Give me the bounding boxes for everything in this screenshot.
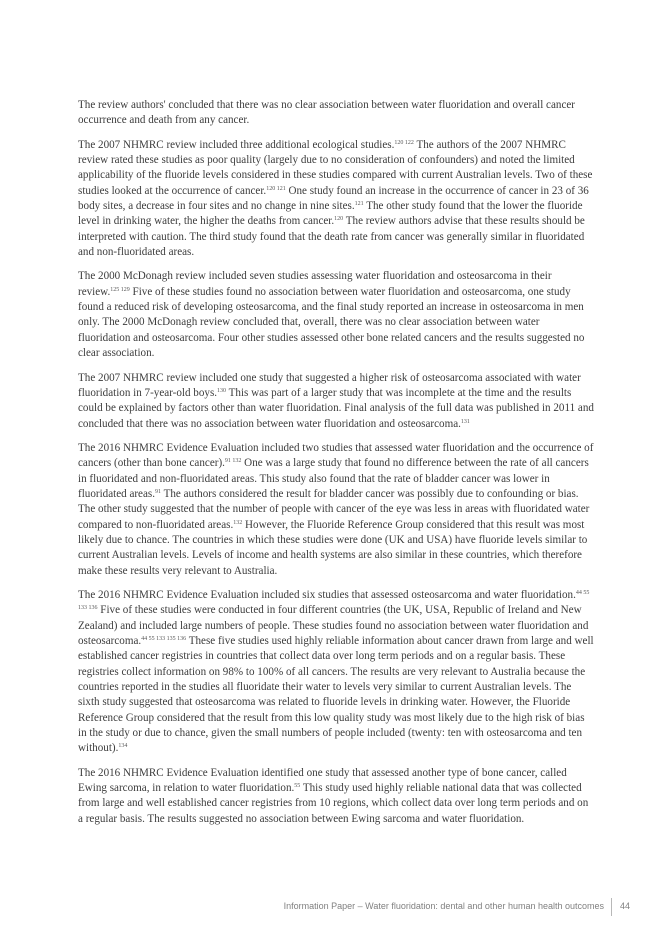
paragraph-text: The 2007 NHMRC review included one study that suggested a higher risk of osteosarcoma associated with water fluoridation in 7-year-old boys. bbox=[78, 371, 581, 399]
citation-reference: 120 122 bbox=[394, 139, 414, 146]
citation-reference: 91 132 bbox=[224, 458, 242, 465]
paragraph-text: However, the Fluoride Reference Group considered that this result was most likely due to chance. The countries in which these studies were done (UK and USA) have fluoride levels similar to current Australian levels. Levels of income and health systems are also similar in these countries, which therefore make these results very relevant to Australia. bbox=[78, 518, 588, 577]
paragraph bbox=[78, 588, 594, 757]
paragraph-text: One study found an increase in the occurrence of cancer in 23 of 36 body sites, a decrease in four sites and no change in nine sites. bbox=[78, 184, 589, 213]
paragraph-text: The authors considered the result for bladder cancer was possibly due to confounding or bias. The other study suggested that the number of people with cancer of the eye was less in areas with fluoridated water compared to non-fluoridated areas. bbox=[78, 487, 590, 531]
paragraph bbox=[78, 766, 594, 827]
page-footer bbox=[0, 898, 662, 918]
citation-reference: 120 bbox=[334, 216, 344, 223]
citation-reference: 134 bbox=[118, 743, 128, 750]
paragraph-text: The review authors' concluded that there was no clear association between water fluoridation and overall cancer occurrence and death from any cancer. bbox=[78, 99, 575, 127]
paragraph-text: The review authors advise that these results should be interpreted with caution. The third study found that the death rate from cancer was generally similar in fluoridated and non-fluoridated areas. bbox=[78, 215, 585, 259]
citation-reference: 121 bbox=[354, 201, 364, 208]
citation-reference: 131 bbox=[460, 418, 470, 425]
citation-reference: 44 55 133 135 136 bbox=[141, 636, 187, 642]
paragraph-text: Five of these studies were conducted in four different countries (the UK, USA, Republic of Ireland and New Zealand) and included large numbers of people. These studies found no association between water fluoridation and osteosarcoma. bbox=[78, 604, 589, 647]
paragraph-text: This study used highly reliable national data that was collected from large and well established cancer registries from 10 regions, which collect data over long term periods and on a regular basis. The results suggested no association between Ewing sarcoma and water fluoridation. bbox=[78, 782, 589, 825]
footer-divider bbox=[611, 898, 612, 916]
paragraph bbox=[78, 441, 594, 579]
paragraph bbox=[78, 371, 594, 432]
paragraph-text: Five of these studies found no association between water fluoridation and osteosarcoma, one study found a reduced risk of developing osteosarcoma, and the final study reported an increase in osteosarcoma in men only. The 2000 McDonagh review concluded that, overall, there was no clear association between water fluoridation and osteosarcoma. Four other studies assessed other bone related cancers and the results suggested no clear association. bbox=[78, 285, 585, 360]
paragraph bbox=[78, 98, 594, 129]
paragraph-text: The 2007 NHMRC review included three additional ecological studies. bbox=[78, 138, 395, 151]
paragraph-text: The 2000 McDonagh review included seven studies assessing water fluoridation and osteosarcoma in their review. bbox=[78, 270, 552, 298]
page-number: 44 bbox=[620, 901, 631, 911]
citation-reference: 130 bbox=[217, 387, 227, 394]
paragraph-text: The authors of the 2007 NHMRC review rated these studies as poor quality (largely due to no consideration of confounders) and noted the limited applicability of the fluoride levels considered in these studies compared with current Australian levels. Two of these studies looked at the occurrence of cancer. bbox=[78, 138, 593, 197]
footer-title: Information Paper – Water fluoridation: dental and other human health outcomes bbox=[283, 901, 604, 911]
paragraph bbox=[78, 269, 594, 361]
paragraph-text: This was part of a larger study that was incomplete at the time and the results could be explained by factors other than water fluoridation. Final analysis of the full data was published in 2011 and concluded that there was no association between water fluoridation and osteosarcoma. bbox=[78, 386, 594, 430]
citation-reference: 120 121 bbox=[266, 185, 286, 192]
citation-reference: 125 129 bbox=[110, 286, 130, 293]
paragraph-text: The 2016 NHMRC Evidence Evaluation identified one study that assessed another type of bone cancer, called Ewing sarcoma, in relation to water fluoridation. bbox=[78, 766, 567, 795]
paragraph-text: These five studies used highly reliable information about cancer drawn from large and well established cancer registries in countries that collect data over long term periods and on a regular basis. These registries collect information on 98% to 100% of all cancers. The results are very relevant to Australia because the countries reported in the studies all fluoridate their water to levels very similar to current Australian levels. The sixth study suggested that osteosarcoma was related to fluoride levels in drinking water. However, the Fluoride Reference Group considered that the result from this low quality study was most likely due to the high risk of bias in the study or due to chance, given the small numbers of people included (twenty: ten with osteosarcoma and ten without). bbox=[78, 635, 594, 755]
paragraph-text: The 2016 NHMRC Evidence Evaluation included six studies that assessed osteosarcoma and water fluoridation. bbox=[78, 588, 576, 601]
paragraph-text: The 2016 NHMRC Evidence Evaluation included two studies that assessed water fluoridation and the occurrence of cancers (other than bone cancer). bbox=[78, 441, 594, 470]
paragraph bbox=[78, 138, 594, 261]
body-text bbox=[78, 98, 594, 836]
citation-reference: 44 55 133 136 bbox=[78, 589, 590, 612]
citation-reference: 91 bbox=[155, 488, 162, 495]
paragraph-text: One was a large study that found no difference between the rate of all cancers in fluoridated and non-fluoridated areas. This study also found that the rate of bladder cancer was lower in fluoridated areas. bbox=[78, 457, 589, 500]
citation-reference: 55 bbox=[294, 783, 301, 790]
citation-reference: 132 bbox=[233, 519, 243, 526]
paragraph-text: The other study found that the lower the fluoride level in drinking water, the higher the deaths from cancer. bbox=[78, 200, 583, 228]
